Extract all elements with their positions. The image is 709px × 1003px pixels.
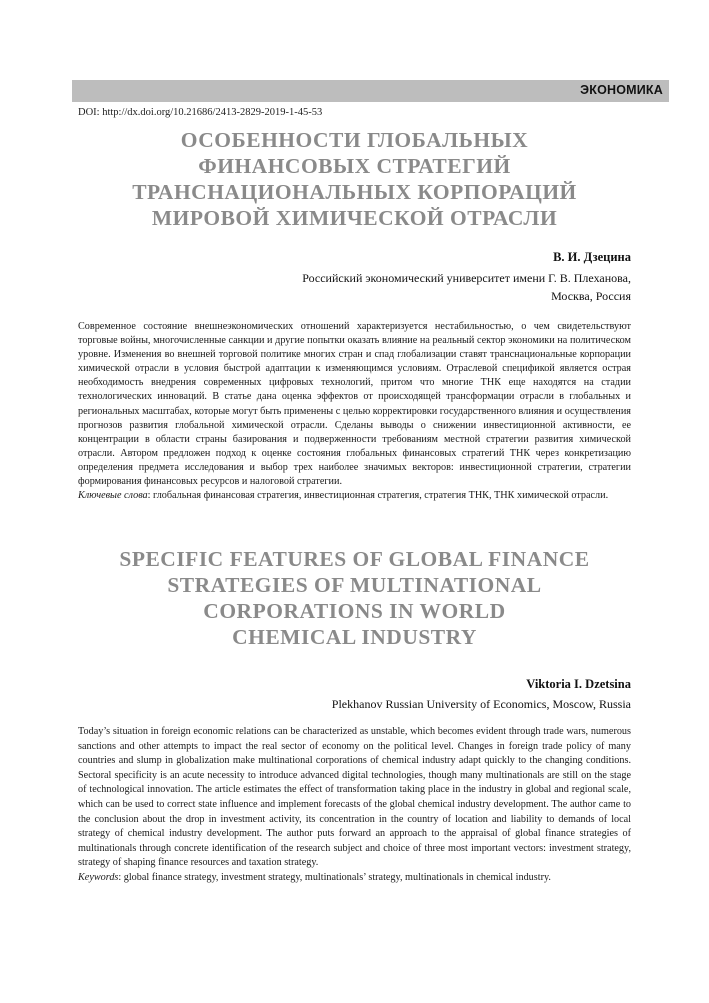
title-ru: [72, 127, 637, 231]
section-label: ЭКОНОМИКА: [580, 83, 663, 97]
keywords-en: [78, 871, 631, 886]
title-ru-line: ОСОБЕННОСТИ ГЛОБАЛЬНЫХ: [180, 128, 529, 152]
keywords-ru-label: Ключевые слова: [78, 490, 148, 502]
keywords-en-label: Keywords: [78, 871, 119, 883]
author-en: Viktoria I. Dzetsina: [526, 677, 631, 691]
abstract-ru: [78, 320, 631, 503]
keywords-ru-text: : глобальная финансовая стратегия, инвестиционная стратегия, стратегия ТНК, ТНК химической отрасли.: [147, 490, 609, 502]
keywords-ru: [78, 489, 631, 503]
title-en-line: CORPORATIONS IN WORLD: [203, 599, 506, 623]
affiliation-en: Plekhanov Russian University of Economics, Moscow, Russia: [331, 697, 631, 711]
abstract-ru-text: Современное состояние внешнеэкономических отношений характеризуется нестабильностью, о чем свидетельствуют торговые войны, многочисленные санкции и другие попытки оказать влияние на реальный сектор экономики на политическом уровне. Изменения во внешней торговой политике многих стран и спад глобализации ставят транснациональные корпорации химической отрасли в условия быстрой адаптации к изменяющимся условиям. Отраслевой спецификой является острая необходимость внедрения современных цифровых технологий, притом что многие ТНК еще находятся на стадии технологических инноваций. В статье дана оценка эффектов от происходящей трансформации отрасли в глобальных и региональных масштабах, которые могут быть применены с целью корректировки государственного влияния и осуществления прогнозов развития глобальной химической отрасли. Сделаны выводы о снижении инвестиционной активности, ее концентрации в области страны базирования и подверженности требованиям местной стратегии развития химической отрасли. Автором предложен подход к оценке состояния глобальных финансовых стратегий ТНК через конкретизацию определения предмета исследования и выбор трех наиболее значимых векторов: инвестиционной стратегии, стратегии формирования финансовых ресурсов и налоговой стратегии.: [78, 321, 631, 488]
affiliation-ru-line2: Москва, Россия: [551, 289, 631, 303]
title-ru-line: МИРОВОЙ ХИМИЧЕСКОЙ ОТРАСЛИ: [151, 206, 558, 230]
author-ru: В. И. Дзецина: [553, 250, 631, 264]
affiliation-ru: [211, 269, 631, 305]
title-ru-line: ТРАНСНАЦИОНАЛЬНЫХ КОРПОРАЦИЙ: [132, 180, 577, 204]
doi-line: DOI: http://dx.doi.org/10.21686/2413-2829-2019-1-45-53: [78, 107, 323, 118]
title-en-line: SPECIFIC FEATURES OF GLOBAL FINANCE: [119, 547, 590, 571]
title-ru-line: ФИНАНСОВЫХ СТРАТЕГИЙ: [198, 154, 511, 178]
section-header-bar: [72, 80, 669, 102]
abstract-en: [78, 725, 631, 886]
title-en: [72, 546, 637, 650]
title-en-line: CHEMICAL INDUSTRY: [232, 625, 477, 649]
keywords-en-text: : global finance strategy, investment strategy, multinationals’ strategy, multinationals in chemical industry.: [118, 871, 551, 883]
affiliation-ru-line1: Российский экономический университет имени Г. В. Плеханова,: [302, 271, 631, 285]
abstract-en-text: Today’s situation in foreign economic relations can be characterized as unstable, which becomes evident through trade wars, numerous sanctions and other attempts to impact the real sector of economy on the political level. Changes in foreign trade policy of many countries and slump in globalization make multinational corporations of chemical industry adapt quickly to the changing conditions. Sectoral specificity is an acute necessity to introduce advanced digital technologies, though many multinationals are still on the stage of technological innovation. The article estimates the effect of transformation taking place in the industry in global and regional scale, which can be used to correct state influence and implement forecasts of the global chemical industry development. The author came to the conclusion about the drop in investment activity, its concentration in the country of location and liability to demands of local strategy of chemical industry development. The author puts forward an approach to the appraisal of global finance strategies of multinationals through concrete identification of the research subject and choice of three most important vectors: investment strategy, strategy of shaping finance resources and taxation strategy.: [78, 726, 631, 869]
title-en-line: STRATEGIES OF MULTINATIONAL: [167, 573, 542, 597]
